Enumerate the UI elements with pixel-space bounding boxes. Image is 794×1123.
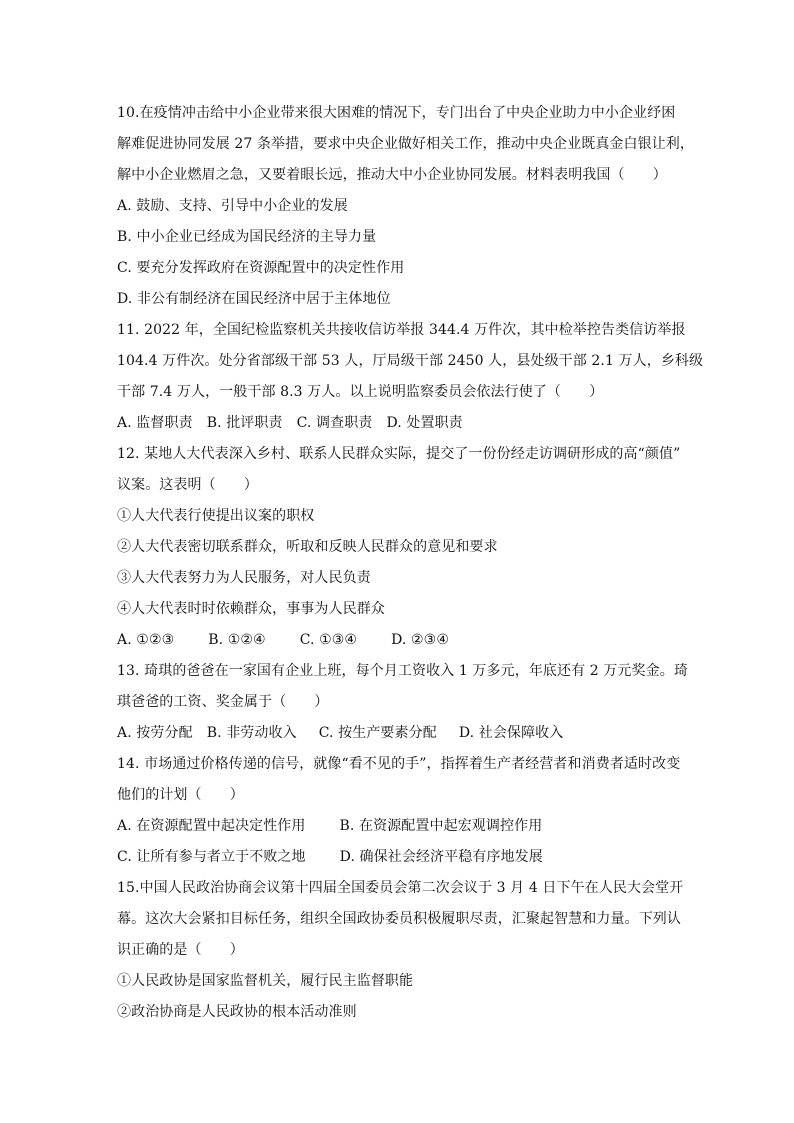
question-15 — [117, 873, 692, 1028]
statement-4: ④人大代表时时依赖群众，事事为人民群众 — [117, 601, 385, 617]
option-c: C. 让所有参与者立于不败之地 — [117, 849, 306, 865]
option-a: A. 按劳分配 — [117, 725, 193, 741]
question-stem-line: 琪爸爸的工资、奖金属于（ ） — [117, 694, 329, 710]
question-stem-line: 议案。这表明（ ） — [117, 477, 258, 493]
statement-1: ①人民政协是国家监督机关，履行民主监督职能 — [117, 973, 414, 989]
option-d: D. 处置职责 — [386, 415, 463, 431]
option-b: B. ①②④ — [208, 632, 266, 648]
question-stem-line: 11. 2022 年，全国纪检监察机关共接收信访举报 344.4 万件次，其中检举控告类信访举报 — [117, 322, 686, 338]
question-stem-line: 14. 市场通过价格传递的信号，就像“看不见的手”，指挥着生产者经营者和消费者适时改变 — [117, 756, 681, 772]
option-b: B. 非劳动收入 — [206, 725, 297, 741]
question-stem-line: 10.在疫情冲击给中小企业带来很大困难的情况下，专门出台了中央企业助力中小企业纾困 — [117, 105, 676, 121]
option-d: D. 确保社会经济平稳有序地发展 — [339, 849, 543, 865]
option-a: A. 在资源配置中起决定性作用 — [117, 818, 306, 834]
question-stem-line: 解中小企业燃眉之急，又要着眼长远，推动大中小企业协同发展。材料表明我国（ ） — [117, 167, 667, 183]
statement-2: ②政治协商是人民政协的根本活动准则 — [117, 1004, 357, 1020]
option-d: D. 社会保障收入 — [458, 725, 564, 741]
option-c: C. 按生产要素分配 — [318, 725, 437, 741]
option-a: A. 监督职责 — [117, 415, 193, 431]
statement-3: ③人大代表努力为人民服务，对人民负责 — [117, 570, 371, 586]
question-stem-line: 104.4 万件次。处分省部级干部 53 人，厅局级干部 2450 人，县处级干部 2.1 万人，乡科级 — [117, 353, 704, 369]
statement-2: ②人大代表密切联系群众，听取和反映人民群众的意见和要求 — [117, 539, 498, 555]
option-d: D. ②③④ — [391, 632, 449, 648]
statement-1: ①人大代表行使提出议案的职权 — [117, 508, 315, 524]
question-10 — [117, 98, 695, 315]
question-stem-line: 15.中国人民政治协商会议第十四届全国委员会第二次会议于 3 月 4 日下午在人民大会堂开 — [117, 880, 684, 896]
option-b: B. 中小企业已经成为国民经济的主导力量 — [117, 229, 377, 245]
option-d: D. 非公有制经济在国民经济中居于主体地位 — [117, 291, 391, 307]
question-stem-line: 13. 琦琪的爸爸在一家国有企业上班，每个月工资收入 1 万多元，年底还有 2 万元奖金。琦 — [117, 663, 688, 679]
option-c: C. 要充分发挥政府在资源配置中的决定性作用 — [117, 260, 405, 276]
option-a: A. 鼓励、支持、引导中小企业的发展 — [117, 198, 348, 214]
question-13 — [117, 656, 692, 749]
options-row — [117, 625, 692, 656]
question-stem-line: 解难促进协同发展 27 条举措，要求中央企业做好相关工作，推动中央企业既真金白银让利， — [117, 136, 695, 152]
question-stem-line: 他们的计划（ ） — [117, 787, 244, 803]
option-b: B. 批评职责 — [206, 415, 283, 431]
question-stem-line: 12. 某地人大代表深入乡村、联系人民群众实际，提交了一份份经走访调研形成的高“颜值” — [117, 446, 681, 462]
option-a: A. ①②③ — [117, 632, 175, 648]
question-stem-line: 识正确的是（ ） — [117, 942, 244, 958]
question-stem-line: 幕。这次大会紧扣目标任务，组织全国政协委员积极履职尽责，汇聚起智慧和力量。下列认 — [117, 911, 681, 927]
question-14 — [117, 749, 692, 873]
options-row — [117, 811, 692, 842]
option-c: C. ①③④ — [299, 632, 358, 648]
question-stem-line: 干部 7.4 万人，一般干部 8.3 万人。以上说明监察委员会依法行使了（ ） — [117, 384, 604, 400]
question-12 — [117, 439, 692, 656]
option-b: B. 在资源配置中起宏观调控作用 — [339, 818, 543, 834]
options-row — [117, 408, 692, 439]
question-11 — [117, 315, 704, 439]
options-row — [117, 718, 692, 749]
options-row — [117, 842, 692, 873]
option-c: C. 调查职责 — [296, 415, 373, 431]
exam-page — [117, 98, 704, 1028]
